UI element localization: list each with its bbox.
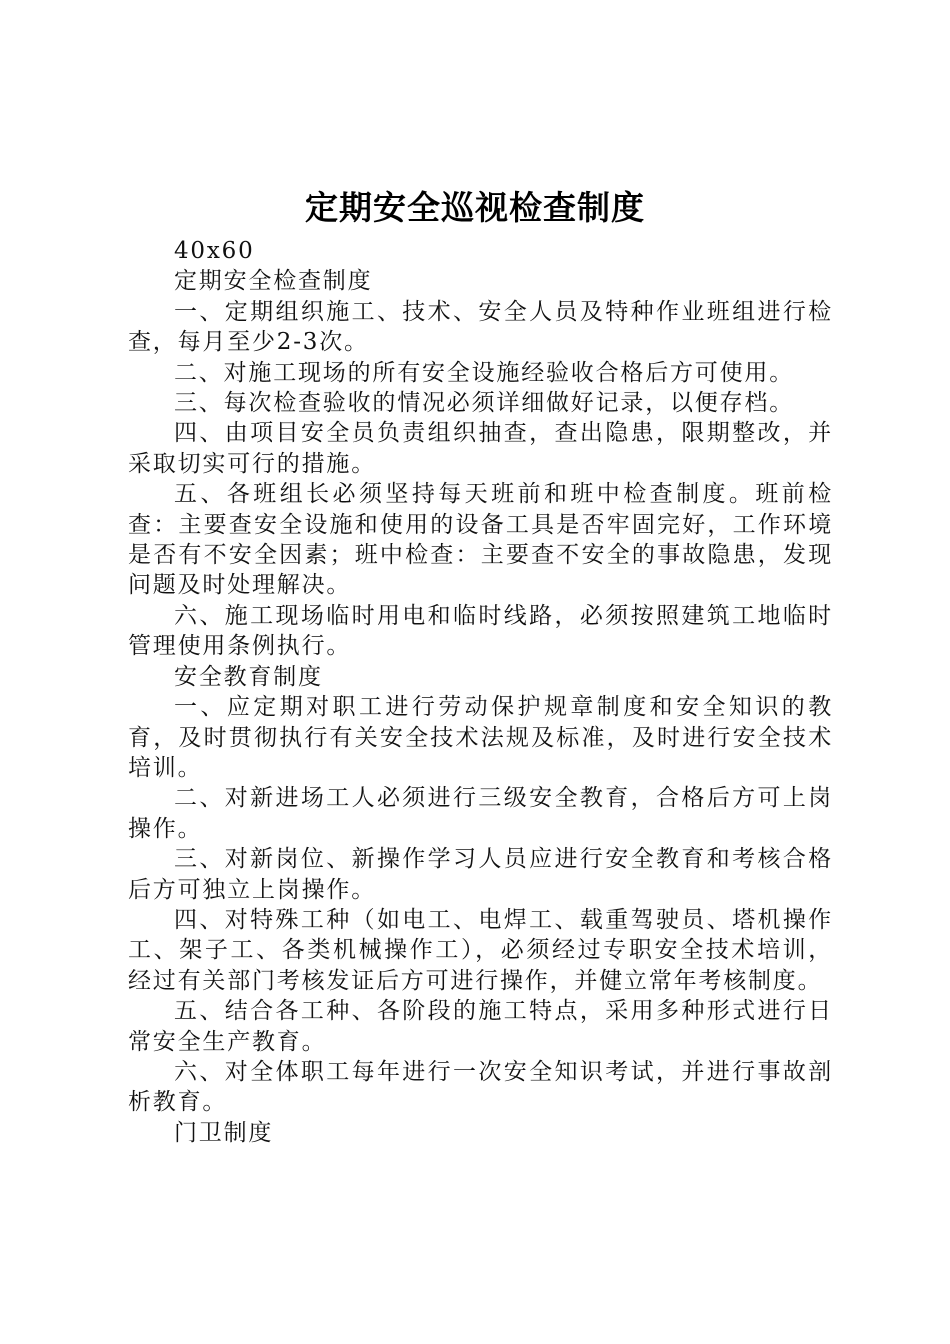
paragraph: 五、各班组长必须坚持每天班前和班中检查制度。班前检查：主要查安全设施和使用的设备工具是否牢固完好，工作环境是否有不安全因素；班中检查：主要查不安全的事故隐患，发现问题及时处理解决。 — [128, 481, 833, 599]
size-note: 40x60 — [174, 238, 255, 264]
paragraph: 六、施工现场临时用电和临时线路，必须按照建筑工地临时管理使用条例执行。 — [128, 602, 833, 660]
paragraph: 一、应定期对职工进行劳动保护规章制度和安全知识的教育，及时贯彻执行有关安全技术法规及标准，及时进行安全技术培训。 — [128, 694, 833, 781]
section-heading-inspection: 定期安全检查制度 — [174, 268, 373, 295]
section-heading-education: 安全教育制度 — [174, 663, 323, 690]
section-heading-gatekeeping: 门卫制度 — [174, 1119, 274, 1146]
paragraph: 六、对全体职工每年进行一次安全知识考试，并进行事故剖析教育。 — [128, 1058, 833, 1116]
paragraph: 五、结合各工种、各阶段的施工特点，采用多种形式进行日常安全生产教育。 — [128, 998, 833, 1055]
paragraph: 一、定期组织施工、技术、安全人员及特种作业班组进行检查，每月至少2-3次。 — [128, 298, 833, 356]
paragraph: 二、对施工现场的所有安全设施经验收合格后方可使用。 — [174, 359, 794, 386]
paragraph: 三、每次检查验收的情况必须详细做好记录，以便存档。 — [174, 390, 794, 417]
paragraph: 四、由项目安全员负责组织抽查，查出隐患，限期整改，并采取切实可行的措施。 — [128, 420, 833, 477]
paragraph: 四、对特殊工种（如电工、电焊工、载重驾驶员、塔机操作工、架子工、各类机械操作工），必须经过专职安全技术培训，经过有关部门考核发证后方可进行操作，并健立常年考核制度。 — [128, 906, 833, 994]
document-title: 定期安全巡视检查制度 — [305, 188, 645, 227]
paragraph: 二、对新进场工人必须进行三级安全教育，合格后方可上岗操作。 — [128, 785, 833, 842]
document-body — [128, 236, 833, 1148]
paragraph: 三、对新岗位、新操作学习人员应进行安全教育和考核合格后方可独立上岗操作。 — [128, 846, 833, 903]
